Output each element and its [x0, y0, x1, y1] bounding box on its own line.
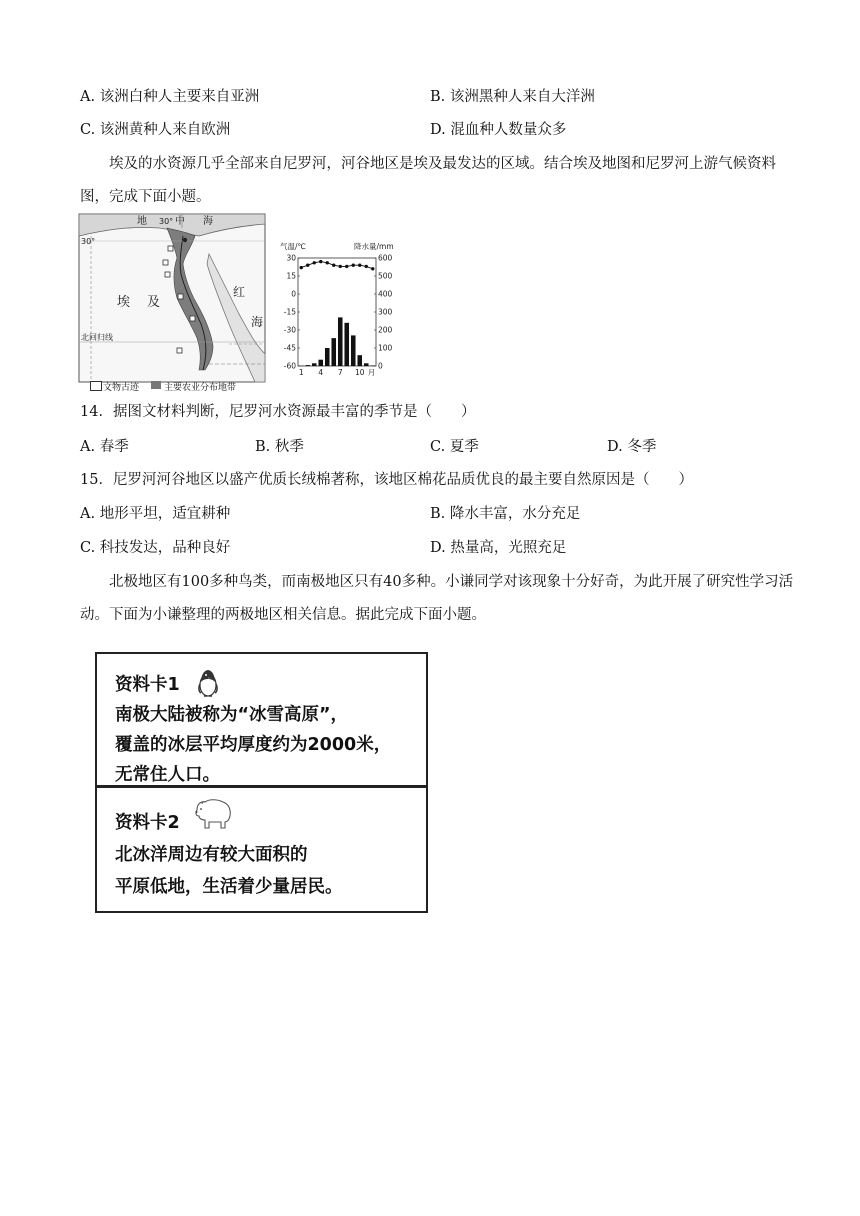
penguin-icon	[197, 668, 219, 698]
left-tick-label: -60	[283, 361, 296, 371]
x-tick-label: 1	[298, 368, 304, 377]
temperature-point	[358, 264, 361, 267]
card1-line1: 南极大陆被称为“冰雪高原”，	[115, 705, 349, 725]
q15-option-a: A. 地形平坦，适宜耕种	[80, 506, 231, 522]
q15-stem: 15．尼罗河河谷地区以盛产优质长绒棉著称，该地区棉花品质优良的最主要自然原因是（ ）	[80, 472, 693, 488]
precipitation-bar	[331, 338, 336, 366]
card2-line1: 北冰洋周边有较大面积的	[115, 845, 308, 865]
chart-plot-frame	[298, 258, 376, 366]
temperature-point	[326, 261, 329, 264]
map-label-lat30-left: 30°	[81, 237, 96, 246]
right-tick-label: 600	[378, 253, 393, 263]
temperature-point	[332, 264, 335, 267]
left-tick-label: -30	[283, 325, 296, 335]
precipitation-bar	[318, 360, 323, 366]
temperature-point	[352, 264, 355, 267]
left-tick-label: -15	[283, 307, 296, 317]
map-label-lat30: 30°	[159, 217, 174, 226]
right-tick-label: 500	[378, 271, 393, 281]
map-label-sea-1: 地	[137, 216, 147, 227]
agri-legend-icon	[151, 381, 161, 389]
q14-option-c: C. 夏季	[430, 439, 479, 455]
card1-line3: 无常住人口。	[115, 765, 220, 785]
map-label-tropic: 北回归线	[81, 333, 113, 342]
temperature-point	[319, 260, 322, 263]
info-card-2	[95, 786, 428, 913]
map-label-red-2: 海	[251, 315, 264, 329]
left-tick-label: -45	[283, 343, 296, 353]
q14-option-d: D. 冬季	[607, 439, 657, 455]
left-axis-label: 气温/℃	[280, 242, 306, 251]
temperature-point	[345, 265, 348, 268]
temperature-point	[306, 264, 309, 267]
precipitation-bar	[357, 355, 362, 366]
map-label-sea-2: 中	[175, 216, 185, 227]
left-tick-label: 0	[291, 289, 296, 299]
q15-option-b: B. 降水丰富，水分充足	[430, 506, 581, 522]
right-tick-label: 300	[378, 307, 393, 317]
precipitation-bar	[305, 365, 310, 366]
map-label-egypt-1: 埃	[117, 295, 131, 310]
q13-option-b: B. 该洲黑种人来自大洋洲	[430, 89, 595, 105]
precipitation-bar	[351, 335, 356, 366]
precipitation-bar	[364, 363, 369, 366]
polar-intro-paragraph: 北极地区有100多种鸟类，而南极地区只有40多种。小谦同学对该现象十分好奇，为此开展了研究性学习活动。下面为小谦整理的两极地区相关信息。据此完成下面小题。	[80, 574, 794, 623]
right-axis-label: 降水量/mm	[354, 242, 394, 251]
right-tick-label: 100	[378, 343, 393, 353]
precipitation-bar	[338, 317, 343, 366]
map-label-sea-3: 海	[203, 216, 213, 227]
precipitation-bar	[312, 363, 317, 366]
q14-option-b: B. 秋季	[255, 439, 304, 455]
agri-legend-label: 主要农业分布地带	[164, 383, 237, 393]
left-tick-label: 30	[286, 253, 296, 263]
temperature-point	[365, 265, 368, 268]
temperature-point	[339, 265, 342, 268]
card2-title: 资料卡2	[115, 813, 180, 833]
right-tick-label: 0	[378, 361, 383, 371]
temperature-point	[313, 261, 316, 264]
right-tick-label: 200	[378, 325, 393, 335]
climate-chart	[280, 240, 394, 380]
card2-line2: 平原低地，生活着少量居民。	[115, 877, 343, 897]
q13-option-c: C. 该洲黄种人来自欧洲	[80, 122, 231, 138]
info-card-1	[95, 652, 428, 787]
egypt-intro-paragraph: 埃及的水资源几乎全部来自尼罗河，河谷地区是埃及最发达的区域。结合埃及地图和尼罗河上游气候资料图，完成下面小题。	[80, 156, 776, 205]
temperature-point	[371, 267, 374, 270]
left-tick-label: 15	[286, 271, 296, 281]
right-tick-label: 400	[378, 289, 393, 299]
q13-option-a: A. 该洲白种人主要来自亚洲	[80, 89, 260, 105]
map-label-red-1: 红	[233, 285, 246, 299]
q13-option-d: D. 混血种人数量众多	[430, 122, 567, 138]
precipitation-bar	[325, 348, 330, 366]
temperature-point	[300, 266, 303, 269]
card1-title: 资料卡1	[115, 675, 180, 695]
x-tick-label: 月	[367, 368, 376, 377]
relic-legend-icon	[90, 381, 102, 391]
precipitation-bar	[344, 323, 349, 366]
x-tick-label: 10	[354, 368, 365, 377]
x-tick-label: 7	[337, 368, 343, 377]
egypt-map	[79, 214, 265, 382]
precipitation-bar	[370, 365, 375, 366]
q14-option-a: A. 春季	[80, 439, 129, 455]
x-tick-label: 4	[318, 368, 324, 377]
q15-option-d: D. 热量高，光照充足	[430, 540, 567, 556]
relic-legend-label: 文物古迹	[103, 383, 140, 393]
polar-bear-icon	[193, 796, 233, 830]
temperature-line	[301, 262, 373, 269]
q14-stem: 14．据图文材料判断，尼罗河水资源最丰富的季节是（ ）	[80, 404, 476, 420]
card1-line2: 覆盖的冰层平均厚度约为2000米，	[115, 735, 392, 755]
q15-option-c: C. 科技发达，品种良好	[80, 540, 231, 556]
map-label-egypt-2: 及	[147, 295, 161, 310]
